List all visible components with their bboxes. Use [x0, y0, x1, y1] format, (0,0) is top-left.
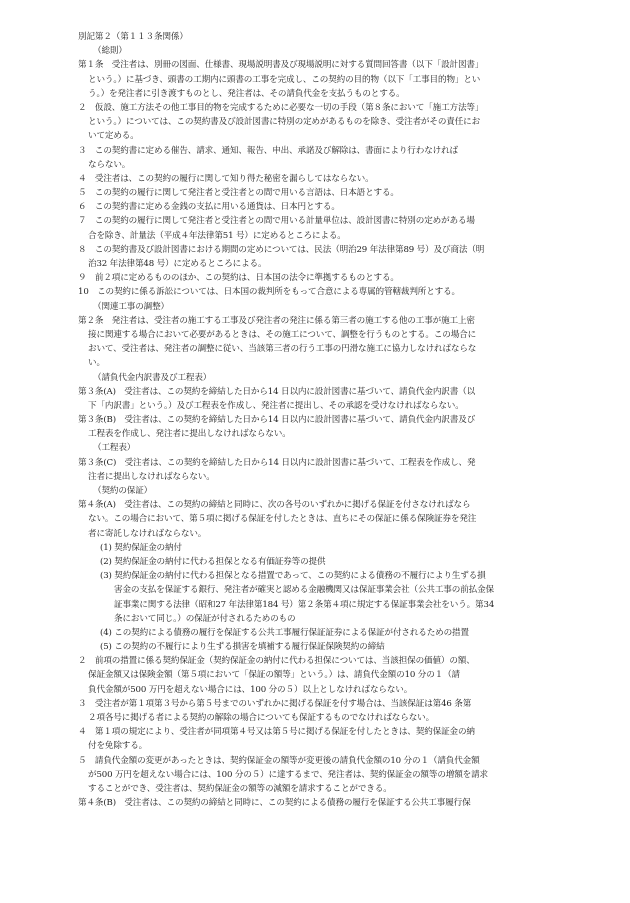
clause-line: ８ この契約書及び設計図書における期間の定めについては、民法（明治29 年法律第89 号）及び商法（明 [78, 244, 485, 255]
clause-line: (1) 契約保証金の納付 [100, 542, 182, 553]
clause-line: ２項各号に掲げる者による契約の解除の場合についても保証するものでなければならない。 [88, 713, 435, 723]
clause-line: 者に寄託しなければならない。 [88, 528, 207, 539]
clause-line: ７ この契約の履行に関して発注者と受注者との間で用いる計量単位は、設計図書に特別の定めがある場 [78, 216, 475, 227]
clause-line: 治32 年法律第48 号）に定めるところによる。 [88, 259, 267, 269]
clause-line: (5) この契約の不履行により生ずる損害を填補する履行保証保険契約の締結 [100, 642, 385, 653]
clause-line: 工程表を作成し、発注者に提出しなければならない。 [88, 429, 291, 440]
clause-line: が500 万円を超えない場合には、100 分の５）に達するまで、発注者は、契約保証金の額等の増額を請求 [88, 769, 488, 780]
clause-line: 第４条(A) 受注者は、この契約の締結と同時に、次の各号のいずれかに掲げる保証を付さなければなら [78, 500, 471, 511]
clause-line: ６ この契約書に定める金銭の支払に用いる通貨は、日本円とする。 [78, 202, 340, 213]
clause-line: 第３条(A) 受注者は、この契約を締結した日から14 日以内に設計図書に基づいて、請負代金内訳書（以 [78, 386, 476, 397]
document-title: 別記第２（第１１３条関係） [78, 32, 188, 42]
clause-line: ２ 前項の措置に係る契約保証金（契約保証金の納付に代わる担保については、当該担保の価値）の額、 [78, 656, 475, 667]
clause-line: 条において同じ。）の保証が付されるためのもの [114, 613, 296, 624]
clause-line: 証事業に関する法律（昭和27 年法律第184 号）第２条第４項に規定する保証事業会社をいう。第34 [114, 599, 495, 610]
section-heading: （請負代金内訳書及び工程表） [93, 372, 212, 383]
clause-line: (4) この契約による債務の履行を保証する公共工事履行保証証券による保証が付されるための措置 [100, 627, 469, 638]
clause-line: おいて、受注者は、発注者の調整に従い、当該第三者の行う工事の円滑な施工に協力しなければならな [88, 344, 477, 355]
clause-line: ５ 請負代金額の変更があったときは、契約保証金の額等が変更後の請負代金額の10 分の１（請負代金額 [78, 755, 480, 766]
document-body [78, 44, 560, 810]
clause-line: 害金の支払を保証する銀行、発注者が確実と認める金融機関又は保証事業会社（公共工事の前払金保 [114, 585, 494, 596]
clause-line: 第１条 受注者は、別冊の図面、仕様書、現場説明書及び現場説明に対する質問回答書（以下「設計図書」 [78, 60, 484, 71]
clause-line: 下「内訳書」という。）及び工程表を作成し、発注者に提出し、その承認を受けなければならない。 [88, 400, 464, 411]
clause-line: 負代金額が500 万円を超えない場合には、100 分の５）以上としなければならない。 [88, 684, 413, 695]
section-heading: （契約の保証） [93, 486, 153, 496]
clause-line: 第４条(B) 受注者は、この契約の締結と同時に、この契約による債務の履行を保証する公共工事履行保 [78, 798, 471, 809]
clause-line: 接に関連する場合において必要があるときは、その施工について、調整を行うものとする。この場合に [88, 329, 477, 340]
clause-line: (3) 契約保証金の納付に代わる担保となる措置であって、この契約による債務の不履行により生ずる損 [100, 571, 486, 582]
clause-line: することができ、受注者は、契約保証金の額等の減額を請求することができる。 [88, 783, 392, 794]
clause-line: ならない。 [88, 159, 131, 170]
clause-line: (2) 契約保証金の納付に代わる担保となる有価証券等の提供 [100, 556, 326, 567]
section-heading: （総則） [93, 46, 127, 57]
clause-line: 第３条(C) 受注者は、この契約を締結した日から14 日以内に設計図書に基づいて、工程表を作成し、発 [78, 457, 476, 468]
clause-line: ３ この契約書に定める催告、請求、通知、報告、申出、承諾及び解除は、書面により行わなければ [78, 145, 458, 156]
clause-line: 第２条 発注者は、受注者の施工する工事及び発注者の発注に係る第三者の施工する他の工事が施工上密 [78, 315, 475, 326]
clause-line: ４ 受注者は、この契約の履行に関して知り得た秘密を漏らしてはならない。 [78, 173, 374, 184]
contract-document [78, 30, 560, 810]
clause-line: 保証金額又は保険金額（第５項において「保証の額等」という。）は、請負代金額の10 分の１（請 [88, 670, 461, 681]
section-heading: （工程表） [93, 443, 136, 454]
clause-line: 付を免除する。 [88, 741, 148, 752]
clause-line: い。 [88, 358, 105, 369]
section-heading: （関連工事の調整） [93, 301, 169, 312]
clause-line: ない。この場合において、第５項に掲げる保証を付したときは、直ちにその保証に係る保険証券を発注 [88, 514, 477, 525]
clause-line: 第３条(B) 受注者は、この契約を締結した日から14 日以内に設計図書に基づいて、請負代金内訳書及び [78, 415, 476, 426]
clause-line: 合を除き、計量法（平成４年法律第51 号）に定めるところによる。 [88, 230, 346, 241]
clause-line: ３ 受注者が第１項第３号から第５号までのいずれかに掲げる保証を付す場合は、当該保証は第46 条第 [78, 698, 472, 709]
clause-line: ９ 前２項に定めるもののほか、この契約は、日本国の法令に準拠するものとする。 [78, 273, 399, 284]
clause-line: という。）に基づき、頭書の工期内に頭書の工事を完成し、この契約の目的物（以下「工事目的物」とい [88, 74, 481, 85]
clause-line: ５ この契約の履行に関して発注者と受注者との間で用いる言語は、日本語とする。 [78, 188, 399, 199]
clause-line: う。）を発注者に引き渡すものとし、発注者は、その請負代金を支払うものとする。 [88, 88, 405, 99]
clause-line: ２ 仮設、施工方法その他工事目的物を完成するために必要な一切の手段（第８条において「施工方法等」 [78, 102, 484, 113]
clause-line: ４ 第１項の規定により、受注者が同項第４号又は第５号に掲げる保証を付したときは、契約保証金の納 [78, 727, 475, 738]
clause-line: 10 この契約に係る訴訟については、日本国の裁判所をもって合意による専属的管轄裁判所とする。 [78, 287, 460, 298]
clause-line: いて定める。 [88, 131, 139, 142]
clause-line: 注者に提出しなければならない。 [88, 471, 215, 482]
clause-line: という。）については、この契約書及び設計図書に特別の定めがあるものを除き、受注者がその責任にお [88, 117, 481, 128]
